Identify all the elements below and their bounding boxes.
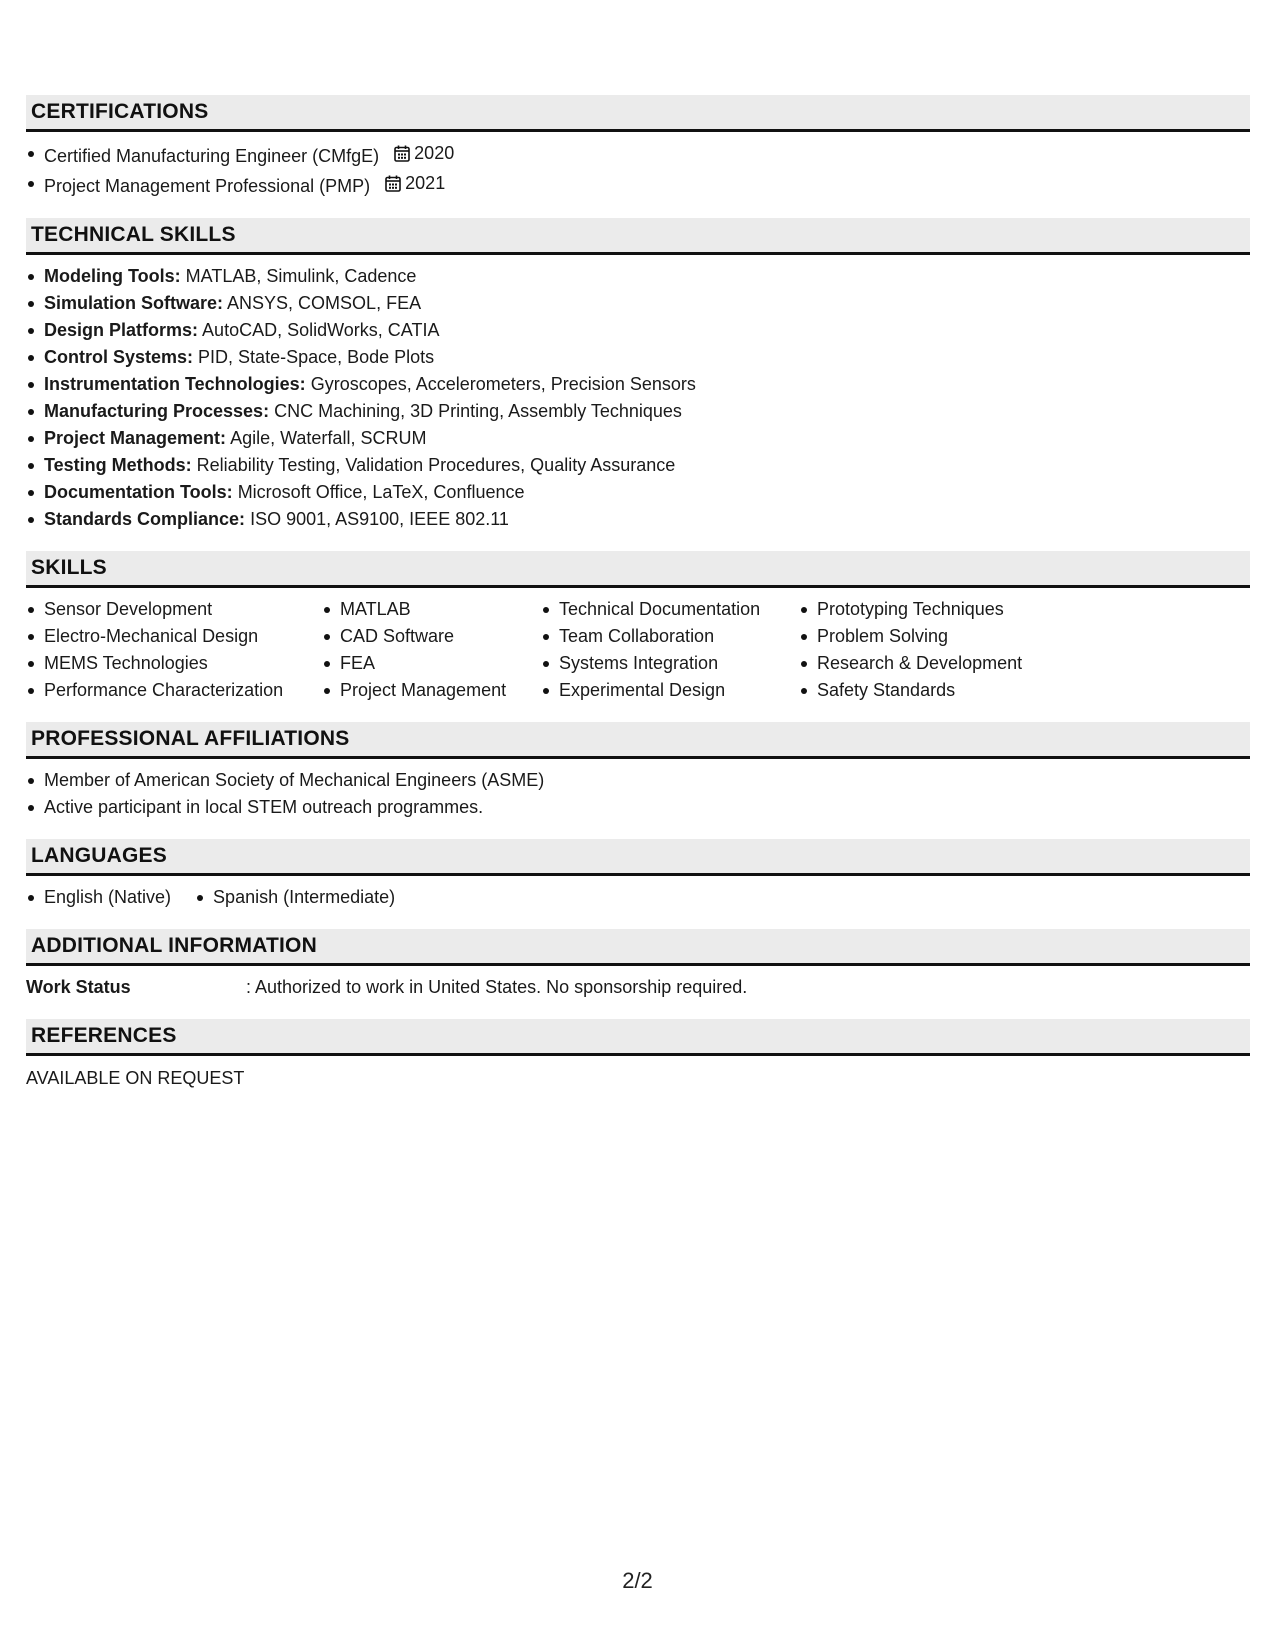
certification-name: Project Management Professional (PMP)	[44, 176, 371, 196]
skills-columns	[26, 588, 1250, 704]
additional-information-section	[26, 929, 1250, 1001]
skills-column-4	[799, 596, 1059, 704]
list-item	[26, 170, 1250, 200]
list-item: Research & Development	[799, 650, 1059, 677]
list-item: Technical Documentation	[541, 596, 799, 623]
page-number: 2/2	[622, 1568, 653, 1593]
list-item: Team Collaboration	[541, 623, 799, 650]
list-item: Performance Characterization	[26, 677, 322, 704]
list-item: Standards Compliance: ISO 9001, AS9100, IEEE 802.11	[26, 506, 1250, 533]
languages-section	[26, 839, 1250, 911]
list-item: FEA	[322, 650, 541, 677]
list-item: Electro-Mechanical Design	[26, 623, 322, 650]
list-item: Spanish (Intermediate)	[195, 884, 395, 911]
list-item: Project Management	[322, 677, 541, 704]
skills-column-3	[541, 596, 799, 704]
list-item: Safety Standards	[799, 677, 1059, 704]
certifications-heading: CERTIFICATIONS	[26, 95, 1250, 132]
list-item: Active participant in local STEM outreach programmes.	[26, 794, 1250, 821]
list-item: MATLAB	[322, 596, 541, 623]
affiliations-list	[26, 759, 1250, 821]
affiliations-section	[26, 722, 1250, 821]
certifications-list	[26, 132, 1250, 200]
references-text: AVAILABLE ON REQUEST	[26, 1068, 245, 1088]
affiliations-heading: PROFESSIONAL AFFILIATIONS	[26, 722, 1250, 759]
list-item: Simulation Software: ANSYS, COMSOL, FEA	[26, 290, 1250, 317]
list-item: Manufacturing Processes: CNC Machining, 3D Printing, Assembly Techniques	[26, 398, 1250, 425]
calendar-icon	[385, 175, 401, 192]
references-section	[26, 1019, 1250, 1092]
work-status-row	[26, 966, 1250, 1001]
technical-skills-section	[26, 218, 1250, 533]
list-item: Systems Integration	[541, 650, 799, 677]
references-heading: REFERENCES	[26, 1019, 1250, 1056]
skills-heading: SKILLS	[26, 551, 1250, 588]
skills-column-1	[26, 596, 322, 704]
list-item: Documentation Tools: Microsoft Office, LaTeX, Confluence	[26, 479, 1250, 506]
list-item: CAD Software	[322, 623, 541, 650]
work-status-value: : Authorized to work in United States. No sponsorship required.	[246, 977, 748, 997]
list-item: English (Native)	[26, 884, 171, 911]
list-item: MEMS Technologies	[26, 650, 322, 677]
list-item: Instrumentation Technologies: Gyroscopes, Accelerometers, Precision Sensors	[26, 371, 1250, 398]
list-item: Member of American Society of Mechanical Engineers (ASME)	[26, 767, 1250, 794]
languages-heading: LANGUAGES	[26, 839, 1250, 876]
skills-column-2	[322, 596, 541, 704]
list-item: Prototyping Techniques	[799, 596, 1059, 623]
certifications-section	[26, 95, 1250, 200]
list-item: Design Platforms: AutoCAD, SolidWorks, CATIA	[26, 317, 1250, 344]
certification-year: 2021	[385, 170, 445, 197]
list-item	[26, 140, 1250, 170]
calendar-icon	[394, 145, 410, 162]
list-item: Project Management: Agile, Waterfall, SCRUM	[26, 425, 1250, 452]
certification-name: Certified Manufacturing Engineer (CMfgE)	[44, 146, 380, 166]
list-item: Testing Methods: Reliability Testing, Validation Procedures, Quality Assurance	[26, 452, 1250, 479]
work-status-label: Work Status	[26, 977, 131, 997]
languages-list	[26, 876, 1250, 911]
list-item: Control Systems: PID, State-Space, Bode Plots	[26, 344, 1250, 371]
list-item: Modeling Tools: MATLAB, Simulink, Cadence	[26, 263, 1250, 290]
skills-section	[26, 551, 1250, 704]
resume-page	[26, 95, 1250, 1110]
list-item: Experimental Design	[541, 677, 799, 704]
technical-skills-list	[26, 255, 1250, 533]
technical-skills-heading: TECHNICAL SKILLS	[26, 218, 1250, 255]
list-item: Problem Solving	[799, 623, 1059, 650]
certification-year: 2020	[394, 140, 454, 167]
list-item: Sensor Development	[26, 596, 322, 623]
additional-information-heading: ADDITIONAL INFORMATION	[26, 929, 1250, 966]
